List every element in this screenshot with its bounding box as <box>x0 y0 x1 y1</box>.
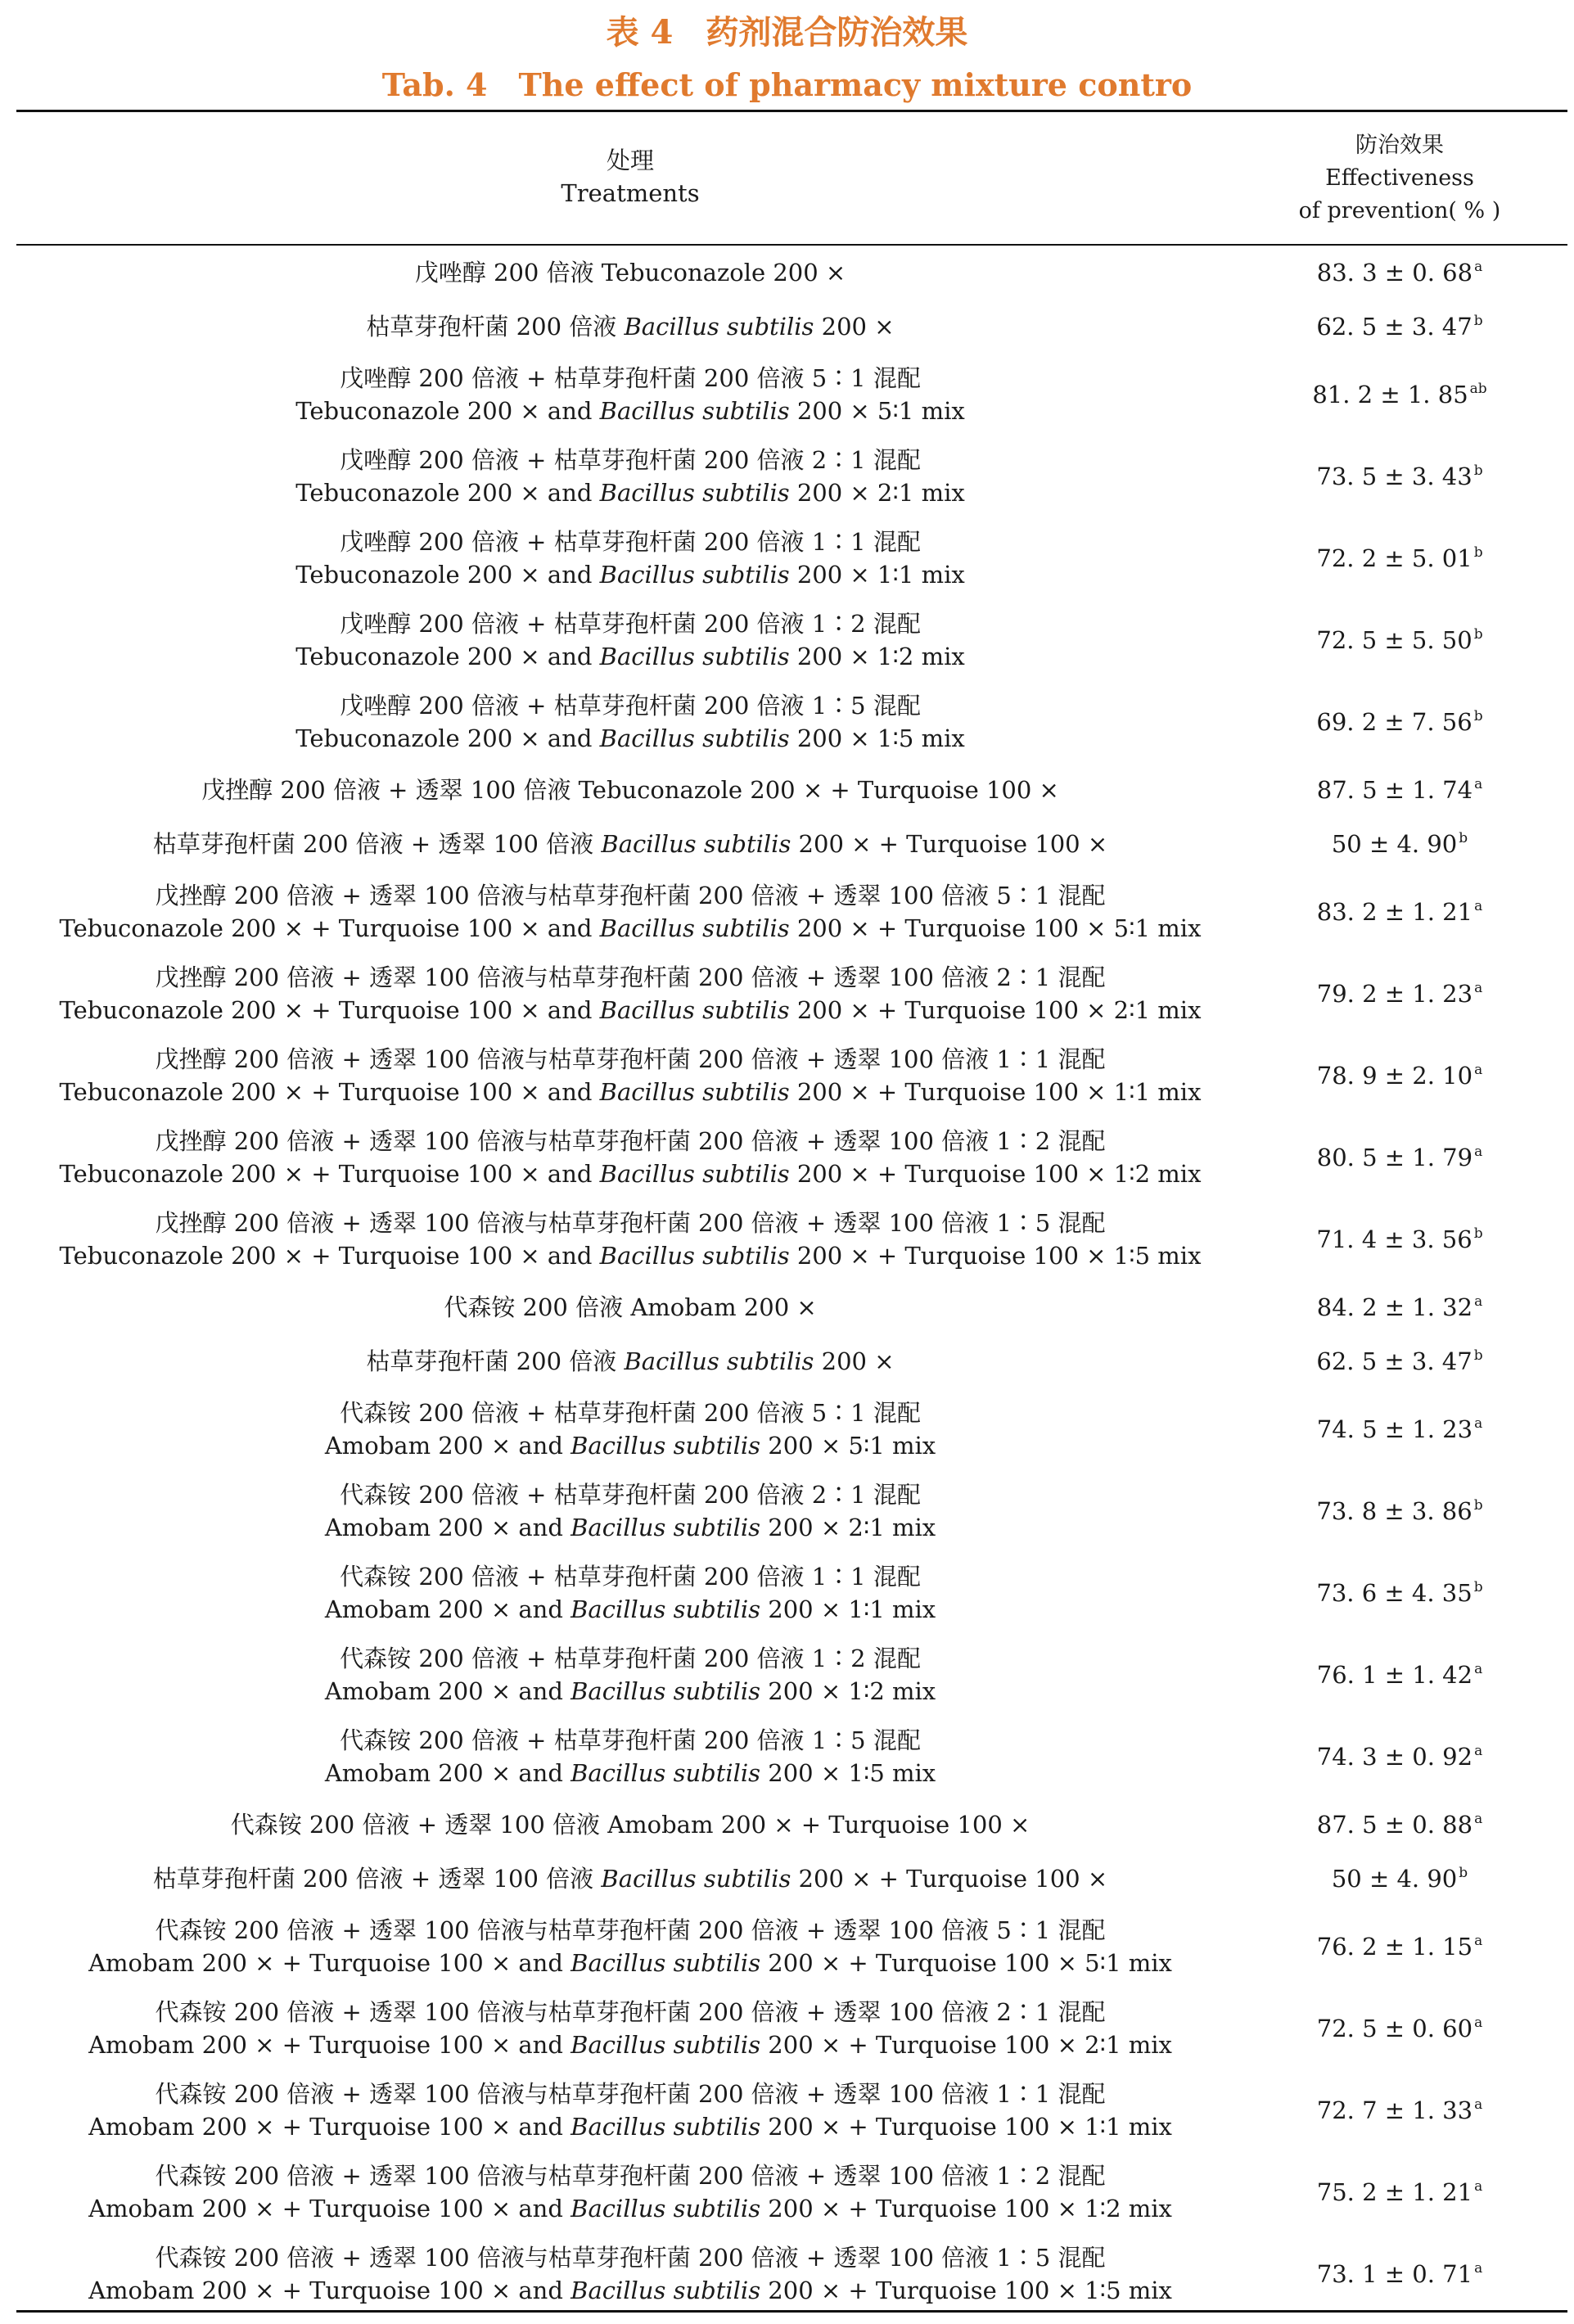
effectiveness-cell <box>1277 980 1522 1008</box>
significance-letter: b <box>1459 1865 1468 1881</box>
treatment-en: Tebuconazole 200 × and Bacillus subtilis 200 × 5∶1 mix <box>295 397 965 425</box>
table-row <box>16 1716 1567 1798</box>
significance-letter: a <box>1474 1062 1483 1078</box>
effectiveness-cell <box>1277 544 1522 572</box>
table-row <box>16 1906 1567 1988</box>
treatment-en: Amobam 200 × + Turquoise 100 × and Bacillus subtilis 200 × + Turquoise 100 × 2∶1 mix <box>88 2031 1172 2059</box>
treatment-en: Amobam 200 × and Bacillus subtilis 200 × 5∶1 mix <box>324 1432 936 1460</box>
table-row <box>16 1470 1567 1552</box>
treatment-zh: 代森铵 200 倍液 + 透翠 100 倍液与枯草芽孢杆菌 200 倍液 + 透翠 100 倍液 1∶1 混配 <box>155 2080 1106 2108</box>
treatment-cell <box>16 256 1244 289</box>
table-row <box>16 1388 1567 1470</box>
effectiveness-value: 50 ± 4. 90 <box>1331 1865 1458 1893</box>
effectiveness-value: 72. 7 ± 1. 33 <box>1316 2096 1473 2124</box>
effectiveness-cell <box>1277 776 1522 804</box>
effectiveness-cell <box>1277 313 1522 341</box>
treatment-zh: 代森铵 200 倍液 + 枯草芽孢杆菌 200 倍液 1∶5 混配 <box>340 1726 921 1754</box>
treatment-cell <box>16 774 1244 806</box>
effectiveness-value: 75. 2 ± 1. 21 <box>1316 2178 1473 2206</box>
effectiveness-cell <box>1277 259 1522 287</box>
table-row <box>16 1117 1567 1198</box>
effectiveness-value: 76. 1 ± 1. 42 <box>1316 1661 1473 1689</box>
significance-letter: b <box>1473 463 1483 479</box>
effectiveness-cell <box>1277 2178 1522 2206</box>
effectiveness-cell <box>1277 626 1522 654</box>
significance-letter: a <box>1474 2178 1483 2195</box>
treatment-zh: 枯草芽孢杆菌 200 倍液 + 透翠 100 倍液 Bacillus subtilis 200 × + Turquoise 100 × <box>152 830 1108 858</box>
treatment-en: Tebuconazole 200 × and Bacillus subtilis 200 × 1∶1 mix <box>295 561 965 589</box>
treatment-cell <box>16 1862 1244 1895</box>
table-row <box>16 1798 1567 1852</box>
treatment-zh: 代森铵 200 倍液 + 枯草芽孢杆菌 200 倍液 5∶1 混配 <box>340 1399 921 1427</box>
treatment-en: Tebuconazole 200 × + Turquoise 100 × and Bacillus subtilis 200 × + Turquoise 100 × 5∶1 mix <box>59 914 1202 942</box>
effectiveness-value: 73. 6 ± 4. 35 <box>1316 1579 1473 1607</box>
effectiveness-value: 87. 5 ± 1. 74 <box>1316 776 1473 804</box>
table-row <box>16 1988 1567 2069</box>
treatment-zh: 戊挫醇 200 倍液 + 透翠 100 倍液与枯草芽孢杆菌 200 倍液 + 透翠 100 倍液 2∶1 混配 <box>155 963 1106 991</box>
treatment-en: Amobam 200 × + Turquoise 100 × and Bacillus subtilis 200 × + Turquoise 100 × 1∶5 mix <box>88 2277 1172 2304</box>
effectiveness-cell <box>1277 2260 1522 2288</box>
treatment-zh: 戊唑醇 200 倍液 + 枯草芽孢杆菌 200 倍液 2∶1 混配 <box>340 446 921 474</box>
table-row <box>16 763 1567 817</box>
treatment-en: Tebuconazole 200 × + Turquoise 100 × and Bacillus subtilis 200 × + Turquoise 100 × 1∶2 mix <box>59 1160 1202 1188</box>
significance-letter: b <box>1473 708 1483 724</box>
treatment-cell <box>16 310 1244 343</box>
significance-letter: a <box>1474 776 1483 792</box>
effectiveness-value: 79. 2 ± 1. 23 <box>1316 980 1473 1008</box>
header-eff-en2: of prevention( % ) <box>1298 198 1501 223</box>
treatment-cell <box>16 2078 1244 2143</box>
treatment-en: Amobam 200 × and Bacillus subtilis 200 × 2∶1 mix <box>324 1514 936 1541</box>
effectiveness-cell <box>1277 1743 1522 1771</box>
significance-letter: a <box>1474 2096 1483 2113</box>
header-treatments <box>16 144 1244 210</box>
effectiveness-cell <box>1277 1579 1522 1607</box>
treatment-cell <box>16 1397 1244 1462</box>
effectiveness-value: 73. 8 ± 3. 86 <box>1316 1497 1473 1525</box>
table-row <box>16 1634 1567 1716</box>
effectiveness-cell <box>1277 830 1522 858</box>
treatment-cell <box>16 689 1244 755</box>
treatment-en: Amobam 200 × and Bacillus subtilis 200 × 1∶5 mix <box>324 1759 936 1787</box>
effectiveness-cell <box>1277 1293 1522 1321</box>
treatment-cell <box>16 2159 1244 2225</box>
table-row <box>16 953 1567 1035</box>
table-row <box>16 517 1567 599</box>
treatment-en: Amobam 200 × and Bacillus subtilis 200 × 1∶2 mix <box>324 1677 936 1705</box>
effectiveness-value: 83. 2 ± 1. 21 <box>1316 898 1473 926</box>
header-eff-en1: Effectiveness <box>1325 165 1474 191</box>
table-row <box>16 435 1567 517</box>
significance-letter: a <box>1474 1933 1483 1949</box>
effectiveness-cell <box>1277 898 1522 926</box>
treatment-cell <box>16 1345 1244 1378</box>
significance-letter: a <box>1474 980 1483 996</box>
effectiveness-value: 80. 5 ± 1. 79 <box>1316 1144 1473 1171</box>
treatment-cell <box>16 526 1244 591</box>
treatment-zh: 枯草芽孢杆菌 200 倍液 + 透翠 100 倍液 Bacillus subtilis 200 × + Turquoise 100 × <box>152 1865 1108 1893</box>
effectiveness-cell <box>1277 1225 1522 1253</box>
treatment-cell <box>16 1207 1244 1272</box>
treatment-zh: 代森铵 200 倍液 + 透翠 100 倍液与枯草芽孢杆菌 200 倍液 + 透翠 100 倍液 1∶5 混配 <box>155 2244 1106 2272</box>
effectiveness-cell <box>1277 708 1522 736</box>
effectiveness-value: 72. 5 ± 0. 60 <box>1316 2015 1473 2042</box>
treatment-en: Amobam 200 × + Turquoise 100 × and Bacillus subtilis 200 × + Turquoise 100 × 1∶1 mix <box>88 2113 1172 2141</box>
treatment-zh: 代森铵 200 倍液 + 透翠 100 倍液 Amobam 200 × + Turquoise 100 × <box>230 1811 1031 1839</box>
significance-letter: a <box>1474 898 1483 914</box>
table-row <box>16 354 1567 435</box>
effectiveness-value: 71. 4 ± 3. 56 <box>1316 1225 1473 1253</box>
significance-letter: a <box>1474 1811 1483 1827</box>
table-row <box>16 1035 1567 1117</box>
treatment-zh: 代森铵 200 倍液 Amobam 200 × <box>444 1293 817 1321</box>
table-row <box>16 246 1567 300</box>
treatment-zh: 戊挫醇 200 倍液 + 透翠 100 倍液与枯草芽孢杆菌 200 倍液 + 透翠 100 倍液 1∶5 混配 <box>155 1209 1106 1237</box>
treatment-cell <box>16 1914 1244 1979</box>
table-row <box>16 300 1567 354</box>
table-row <box>16 871 1567 953</box>
top-rule <box>16 110 1567 112</box>
significance-letter: a <box>1474 259 1483 275</box>
table-row <box>16 817 1567 871</box>
treatment-en: Tebuconazole 200 × and Bacillus subtilis 200 × 1∶2 mix <box>295 643 965 670</box>
effectiveness-cell <box>1277 1661 1522 1689</box>
treatment-zh: 代森铵 200 倍液 + 枯草芽孢杆菌 200 倍液 1∶2 混配 <box>340 1645 921 1672</box>
treatment-zh: 代森铵 200 倍液 + 透翠 100 倍液与枯草芽孢杆菌 200 倍液 + 透翠 100 倍液 2∶1 混配 <box>155 1998 1106 2026</box>
significance-letter: a <box>1474 1144 1483 1160</box>
treatment-zh: 枯草芽孢杆菌 200 倍液 Bacillus subtilis 200 × <box>366 1347 895 1375</box>
effectiveness-value: 87. 5 ± 0. 88 <box>1316 1811 1473 1839</box>
table-row <box>16 2151 1567 2233</box>
treatment-zh: 戊唑醇 200 倍液 + 枯草芽孢杆菌 200 倍液 5∶1 混配 <box>340 364 921 392</box>
treatment-en: Amobam 200 × + Turquoise 100 × and Bacillus subtilis 200 × + Turquoise 100 × 1∶2 mix <box>88 2195 1172 2222</box>
effectiveness-value: 69. 2 ± 7. 56 <box>1316 708 1473 736</box>
treatment-en: Tebuconazole 200 × and Bacillus subtilis 200 × 1∶5 mix <box>295 724 965 752</box>
treatment-cell <box>16 1996 1244 2061</box>
table-title-en: Tab. 4 The effect of pharmacy mixture contro <box>381 66 1193 103</box>
effectiveness-cell <box>1277 1865 1522 1893</box>
treatment-cell <box>16 1724 1244 1789</box>
treatment-en: Amobam 200 × and Bacillus subtilis 200 × 1∶1 mix <box>324 1595 936 1623</box>
treatment-zh: 戊唑醇 200 倍液 + 枯草芽孢杆菌 200 倍液 1∶5 混配 <box>340 692 921 720</box>
treatment-zh: 戊挫醇 200 倍液 + 透翠 100 倍液与枯草芽孢杆菌 200 倍液 + 透翠 100 倍液 5∶1 混配 <box>155 882 1106 909</box>
effectiveness-cell <box>1277 1933 1522 1961</box>
treatment-zh: 代森铵 200 倍液 + 透翠 100 倍液与枯草芽孢杆菌 200 倍液 + 透翠 100 倍液 5∶1 混配 <box>155 1916 1106 1944</box>
table-row <box>16 1852 1567 1906</box>
effectiveness-value: 73. 1 ± 0. 71 <box>1316 2260 1473 2288</box>
effectiveness-value: 72. 5 ± 5. 50 <box>1316 626 1473 654</box>
header-treatments-zh: 处理 <box>606 147 654 174</box>
treatment-en: Amobam 200 × + Turquoise 100 × and Bacillus subtilis 200 × + Turquoise 100 × 5∶1 mix <box>88 1949 1172 1977</box>
treatment-en: Tebuconazole 200 × + Turquoise 100 × and Bacillus subtilis 200 × + Turquoise 100 × 1∶5 mix <box>59 1242 1202 1270</box>
significance-letter: a <box>1474 1415 1483 1432</box>
table-row <box>16 1334 1567 1388</box>
table-row <box>16 2069 1567 2151</box>
significance-letter: b <box>1473 544 1483 561</box>
table-row <box>16 1552 1567 1634</box>
treatment-zh: 戊挫醇 200 倍液 + 透翠 100 倍液与枯草芽孢杆菌 200 倍液 + 透翠 100 倍液 1∶2 混配 <box>155 1127 1106 1155</box>
effectiveness-value: 62. 5 ± 3. 47 <box>1316 1347 1473 1375</box>
treatment-en: Tebuconazole 200 × and Bacillus subtilis 200 × 2∶1 mix <box>295 479 965 507</box>
table-row <box>16 681 1567 763</box>
treatment-cell <box>16 1478 1244 1544</box>
significance-letter: b <box>1473 1347 1483 1364</box>
effectiveness-value: 73. 5 ± 3. 43 <box>1316 463 1473 490</box>
effectiveness-value: 84. 2 ± 1. 32 <box>1316 1293 1473 1321</box>
treatment-zh: 戊唑醇 200 倍液 + 枯草芽孢杆菌 200 倍液 1∶2 混配 <box>340 610 921 638</box>
table-row <box>16 2233 1567 2315</box>
table-row <box>16 1280 1567 1334</box>
effectiveness-cell <box>1277 1497 1522 1525</box>
treatment-zh: 代森铵 200 倍液 + 透翠 100 倍液与枯草芽孢杆菌 200 倍液 + 透翠 100 倍液 1∶2 混配 <box>155 2162 1106 2190</box>
effectiveness-cell <box>1277 463 1522 490</box>
effectiveness-cell <box>1277 2015 1522 2042</box>
effectiveness-value: 72. 2 ± 5. 01 <box>1316 544 1473 572</box>
treatment-cell <box>16 879 1244 945</box>
treatment-cell <box>16 362 1244 427</box>
treatment-zh: 戊挫醇 200 倍液 + 透翠 100 倍液 Tebuconazole 200 × + Turquoise 100 × <box>201 776 1059 804</box>
significance-letter: b <box>1473 626 1483 643</box>
effectiveness-value: 62. 5 ± 3. 47 <box>1316 313 1473 341</box>
treatment-en: Tebuconazole 200 × + Turquoise 100 × and Bacillus subtilis 200 × + Turquoise 100 × 1∶1 mix <box>59 1078 1202 1106</box>
treatment-cell <box>16 1291 1244 1324</box>
treatment-cell <box>16 607 1244 673</box>
table-body <box>16 246 1567 2315</box>
effectiveness-cell <box>1277 1811 1522 1839</box>
significance-letter: a <box>1474 1293 1483 1310</box>
table-row <box>16 599 1567 681</box>
significance-letter: b <box>1473 313 1483 329</box>
treatment-cell <box>16 1642 1244 1708</box>
treatment-cell <box>16 1043 1244 1108</box>
effectiveness-value: 78. 9 ± 2. 10 <box>1316 1062 1473 1090</box>
effectiveness-cell <box>1277 1415 1522 1443</box>
header-treatments-en: Treatments <box>561 179 700 207</box>
significance-letter: ab <box>1469 381 1487 397</box>
treatment-zh: 戊挫醇 200 倍液 + 透翠 100 倍液与枯草芽孢杆菌 200 倍液 + 透翠 100 倍液 1∶1 混配 <box>155 1045 1106 1073</box>
treatment-zh: 代森铵 200 倍液 + 枯草芽孢杆菌 200 倍液 1∶1 混配 <box>340 1563 921 1591</box>
significance-letter: a <box>1474 1661 1483 1677</box>
treatment-cell <box>16 828 1244 860</box>
significance-letter: b <box>1473 1579 1483 1595</box>
treatment-cell <box>16 2241 1244 2307</box>
treatment-cell <box>16 444 1244 509</box>
treatment-zh: 代森铵 200 倍液 + 枯草芽孢杆菌 200 倍液 2∶1 混配 <box>340 1481 921 1509</box>
effectiveness-value: 50 ± 4. 90 <box>1331 830 1458 858</box>
treatment-en: Tebuconazole 200 × + Turquoise 100 × and Bacillus subtilis 200 × + Turquoise 100 × 2∶1 mix <box>59 996 1202 1024</box>
effectiveness-value: 76. 2 ± 1. 15 <box>1316 1933 1473 1961</box>
treatment-zh: 戊唑醇 200 倍液 Tebuconazole 200 × <box>414 259 846 287</box>
treatment-cell <box>16 961 1244 1027</box>
treatment-cell <box>16 1560 1244 1626</box>
effectiveness-value: 74. 3 ± 0. 92 <box>1316 1743 1473 1771</box>
effectiveness-cell <box>1277 1144 1522 1171</box>
header-eff-zh: 防治效果 <box>1355 133 1444 158</box>
bottom-rule <box>16 2310 1567 2313</box>
significance-letter: a <box>1474 2015 1483 2031</box>
significance-letter: a <box>1474 1743 1483 1759</box>
effectiveness-cell <box>1277 2096 1522 2124</box>
treatment-cell <box>16 1125 1244 1190</box>
effectiveness-value: 74. 5 ± 1. 23 <box>1316 1415 1473 1443</box>
header-effectiveness <box>1277 129 1522 228</box>
effectiveness-cell <box>1277 381 1522 408</box>
table-row <box>16 1198 1567 1280</box>
table-caption <box>0 10 1574 108</box>
effectiveness-cell <box>1277 1062 1522 1090</box>
treatment-zh: 枯草芽孢杆菌 200 倍液 Bacillus subtilis 200 × <box>366 313 895 341</box>
effectiveness-value: 81. 2 ± 1. 85 <box>1312 381 1468 408</box>
significance-letter: a <box>1474 2260 1483 2277</box>
treatment-zh: 戊唑醇 200 倍液 + 枯草芽孢杆菌 200 倍液 1∶1 混配 <box>340 528 921 556</box>
treatment-cell <box>16 1808 1244 1841</box>
significance-letter: b <box>1459 830 1468 846</box>
significance-letter: b <box>1473 1497 1483 1514</box>
effectiveness-value: 83. 3 ± 0. 68 <box>1316 259 1473 287</box>
effectiveness-cell <box>1277 1347 1522 1375</box>
table-title-zh: 表 4 药剂混合防治效果 <box>606 13 968 52</box>
significance-letter: b <box>1473 1225 1483 1242</box>
